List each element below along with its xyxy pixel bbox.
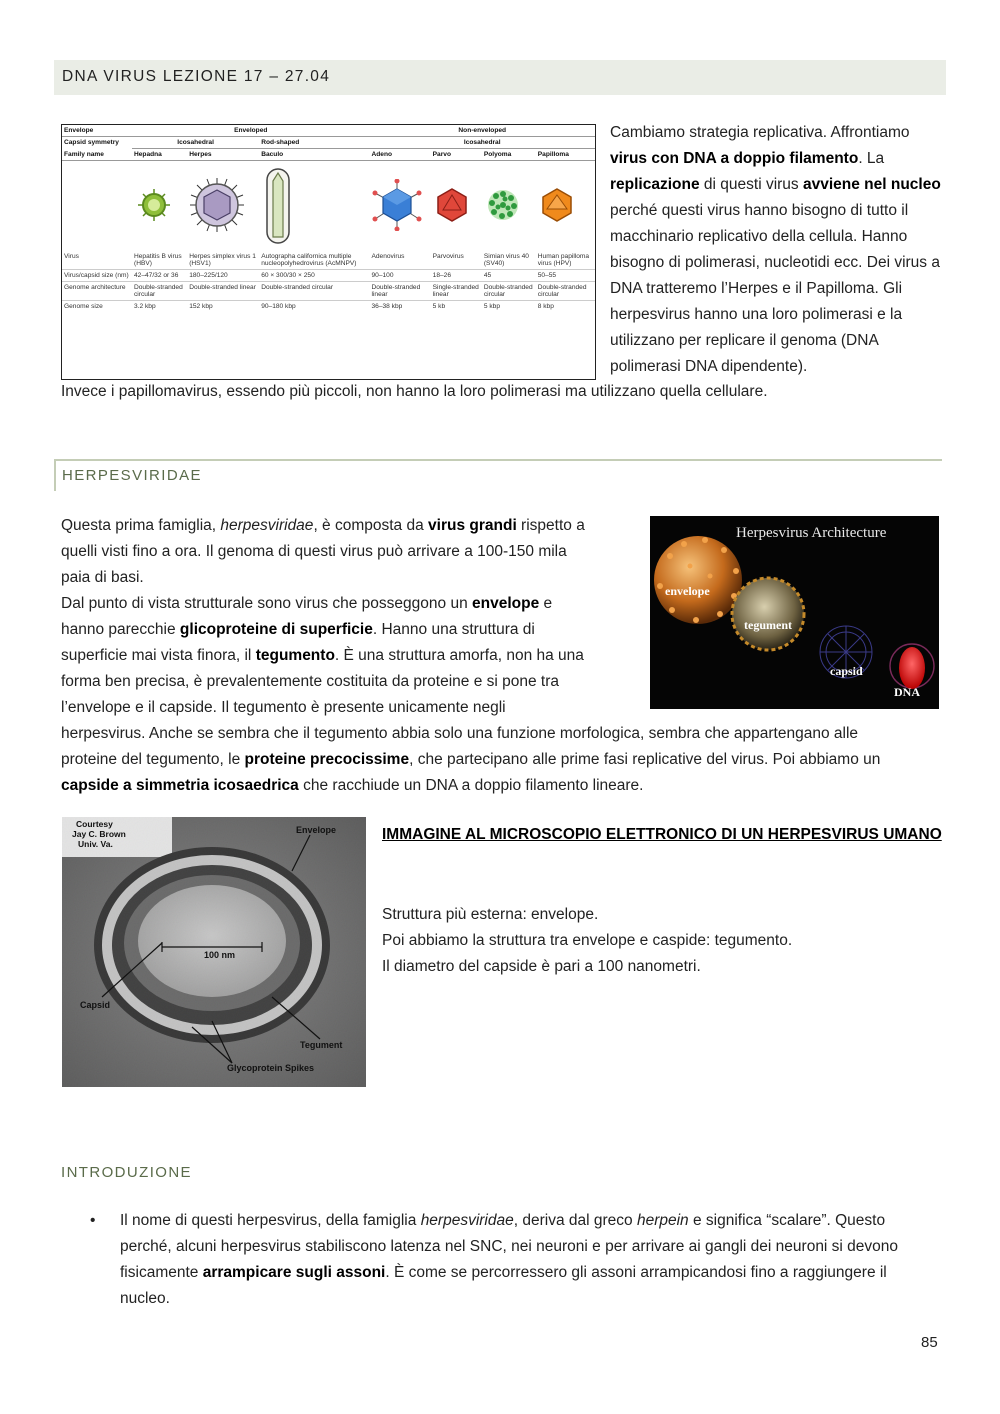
intro-bold: avviene nel nucleo xyxy=(802,176,941,193)
polyoma-virion-icon xyxy=(484,186,522,224)
virus-families-table-figure xyxy=(61,124,596,380)
virus-families-table xyxy=(62,125,595,312)
label-em-spikes: Glycoprotein Spikes xyxy=(227,1063,315,1073)
intro-text: di questi virus xyxy=(699,176,803,193)
virus-size: 60 × 300/30 × 250 xyxy=(261,272,315,279)
genome-architecture: Double-stranded circular xyxy=(134,284,183,298)
herpes-line: Dal punto di vista strutturale sono virus che posseggono un envelope e xyxy=(61,595,553,612)
symmetry-icosahedral-1: Icosahedral xyxy=(132,137,259,149)
family-name: Polyoma xyxy=(483,151,512,158)
label-scale: 100 nm xyxy=(204,950,236,960)
symmetry-icosahedral-2: Icosahedral xyxy=(369,137,595,149)
genome-architecture: Double-stranded linear xyxy=(371,284,421,298)
virus-size: 42–47/32 or 36 xyxy=(134,272,179,279)
page-number: 85 xyxy=(921,1334,938,1351)
row-label-genome-size: Genome size xyxy=(64,303,103,310)
intro-text: Cambiamo strategia replicativa. Affrontiamo xyxy=(610,124,910,141)
intro-bold: replicazione xyxy=(610,176,700,193)
label-em-tegument: Tegument xyxy=(300,1040,343,1050)
papilloma-virion-icon xyxy=(538,186,576,224)
herpes-line: hanno parecchie glicoproteine di superficie. Hanno una struttura di xyxy=(61,621,535,638)
genome-architecture: Double-stranded circular xyxy=(483,284,533,298)
electron-micrograph-figure xyxy=(62,817,366,1087)
virus-name: Herpes simplex virus 1 (HSV1) xyxy=(189,253,256,267)
bullet-icon: • xyxy=(90,1212,96,1229)
row-label-size: Virus/capsid size (nm) xyxy=(64,272,129,279)
em-line: Poi abbiamo la struttura tra envelope e caspide: tegumento. xyxy=(382,932,793,949)
herpes-line: paia di basi. xyxy=(61,569,144,586)
intro-bold: virus con DNA a doppio filamento xyxy=(610,150,859,167)
genome-architecture: Double-stranded linear xyxy=(189,284,256,291)
label-capsid: capsid xyxy=(830,664,863,678)
virus-size: 18–26 xyxy=(432,272,451,279)
intro-text: perché questi virus hanno bisogno di tutto il macchinario replicativo della cellula. Hanno bisogno di polimerasi, nucleotidi ecc. Dei virus a DNA tratteremo l’Herpes e il Papilloma. Gli herpesvirus hanno una loro polimerasi e la utilizzano per replicare il genoma (DNA polimerasi DNA dipendente). xyxy=(610,202,940,375)
herpes-line: proteine del tegumento, le proteine precocissime, che partecipano alle prime fasi replicative del virus. Poi abbiamo un xyxy=(61,751,881,768)
virus-name: Simian virus 40 (SV40) xyxy=(483,253,529,267)
genome-size: 90–180 kbp xyxy=(261,303,296,310)
courtesy-line: Courtesy xyxy=(76,819,113,829)
symmetry-rod-shaped: Rod-shaped xyxy=(259,137,369,149)
genome-size: 152 kbp xyxy=(189,303,213,310)
label-envelope: envelope xyxy=(665,584,710,598)
virus-size: 45 xyxy=(483,272,492,279)
group-non-enveloped: Non-enveloped xyxy=(369,125,595,137)
genome-size: 5 kbp xyxy=(483,303,500,310)
label-tegument: tegument xyxy=(744,618,792,632)
adeno-virion-icon xyxy=(371,179,423,231)
herpes-line: Questa prima famiglia, herpesviridae, è composta da virus grandi rispetto a xyxy=(61,517,585,534)
label-em-capsid: Capsid xyxy=(80,1000,111,1010)
architecture-illustration xyxy=(650,516,939,709)
genome-size: 36–38 kbp xyxy=(371,303,403,310)
herpes-line: l’envelope e il capside. Il tegumento è presente unicamente negli xyxy=(61,699,506,716)
em-line: Il diametro del capside è pari a 100 nanometri. xyxy=(382,958,701,975)
virus-size: 50–55 xyxy=(537,272,557,279)
family-name: Adeno xyxy=(371,151,392,158)
herpes-line: herpesvirus. Anche se sembra che il tegumento abbia solo una funzione morfologica, sembra che appartengano alle xyxy=(61,725,859,742)
intro-text: . La xyxy=(858,150,885,167)
virus-name: Adenovirus xyxy=(371,253,405,260)
herpes-virion-icon xyxy=(189,177,245,233)
virus-name: Human papilloma virus (HPV) xyxy=(537,253,590,267)
family-name: Hepadna xyxy=(134,151,162,158)
virus-name: Autographa californica multiple nucleopolyhedrovirus (AcMNPV) xyxy=(261,253,357,267)
introduzione-list xyxy=(90,1208,940,1312)
family-name: Herpes xyxy=(189,151,212,158)
header-bar xyxy=(54,60,946,95)
virus-name: Hepatitis B virus (HBV) xyxy=(134,253,182,267)
courtesy-line: Jay C. Brown xyxy=(72,829,126,839)
row-label-envelope: Envelope xyxy=(64,127,94,134)
herpesviridae-heading-box xyxy=(54,459,942,491)
intro-paragraph xyxy=(610,120,942,380)
label-dna: DNA xyxy=(894,685,920,699)
virus-size: 90–100 xyxy=(371,272,394,279)
virus-name: Parvovirus xyxy=(432,253,464,260)
genome-architecture: Double-stranded circular xyxy=(537,284,587,298)
em-description xyxy=(382,902,942,980)
herpes-line: superficie mai vista finora, il tegumento. È una struttura amorfa, non ha una xyxy=(61,647,584,664)
row-label-virus: Virus xyxy=(64,253,79,260)
herpesviridae-heading: HERPESVIRIDAE xyxy=(62,467,202,484)
introduzione-heading: INTRODUZIONE xyxy=(61,1164,192,1181)
header-title: DNA VIRUS LEZIONE 17 – 27.04 xyxy=(62,68,331,85)
herpes-line: quelli visti fino a ora. Il genoma di questi virus può arrivare a 100-150 mila xyxy=(61,543,567,560)
baculo-virion-icon xyxy=(261,163,295,247)
row-label-family-name: Family name xyxy=(64,150,104,158)
genome-size: 8 kbp xyxy=(537,303,554,310)
genome-size: 5 kb xyxy=(432,303,446,310)
list-item: • Il nome di questi herpesvirus, della famiglia herpesviridae, deriva dal greco herpein e significa “scalare”. Questo perché, alcuni herpesvirus stabiliscono latenza nel SNC, nei neuroni e per arrivare ai gangli dei neuroni si devono fisicamente arrampicare sugli assoni. È come se percorressero gli assoni arrampicandosi fino a raggiungere il nucleo. xyxy=(90,1208,940,1312)
family-name: Parvo xyxy=(432,151,451,158)
genome-architecture: Double-stranded circular xyxy=(261,284,334,291)
courtesy-line: Univ. Va. xyxy=(78,839,113,849)
family-name: Papilloma xyxy=(537,151,569,158)
intro-paragraph-2: Invece i papillomavirus, essendo più piccoli, non hanno la loro polimerasi ma utilizzano quella cellulare. xyxy=(61,383,768,400)
herpes-line: capside a simmetria icosaedrica che racchiude un DNA a doppio filamento lineare. xyxy=(61,777,644,794)
em-figure-title: IMMAGINE AL MICROSCOPIO ELETTRONICO DI UN HERPESVIRUS UMANO xyxy=(382,826,942,843)
row-label-genome-architecture: Genome architecture xyxy=(64,284,126,291)
genome-size: 3.2 kbp xyxy=(134,303,156,310)
group-enveloped: Enveloped xyxy=(132,125,369,137)
row-label-capsid-symmetry: Capsid symmetry xyxy=(64,139,119,146)
em-line: Struttura più esterna: envelope. xyxy=(382,906,599,923)
herpesvirus-architecture-figure xyxy=(650,516,939,709)
micrograph-illustration xyxy=(62,817,366,1087)
architecture-title: Herpesvirus Architecture xyxy=(736,525,887,541)
label-em-envelope: Envelope xyxy=(296,825,337,835)
genome-architecture: Single-stranded linear xyxy=(432,284,479,298)
hepadna-virion-icon xyxy=(134,185,174,225)
herpes-line: forma ben precisa, è prevalentemente costituita da proteine e si pone tra xyxy=(61,673,560,690)
family-name: Baculo xyxy=(261,151,284,158)
virus-size: 180–225/120 xyxy=(189,272,228,279)
parvo-virion-icon xyxy=(433,186,471,224)
